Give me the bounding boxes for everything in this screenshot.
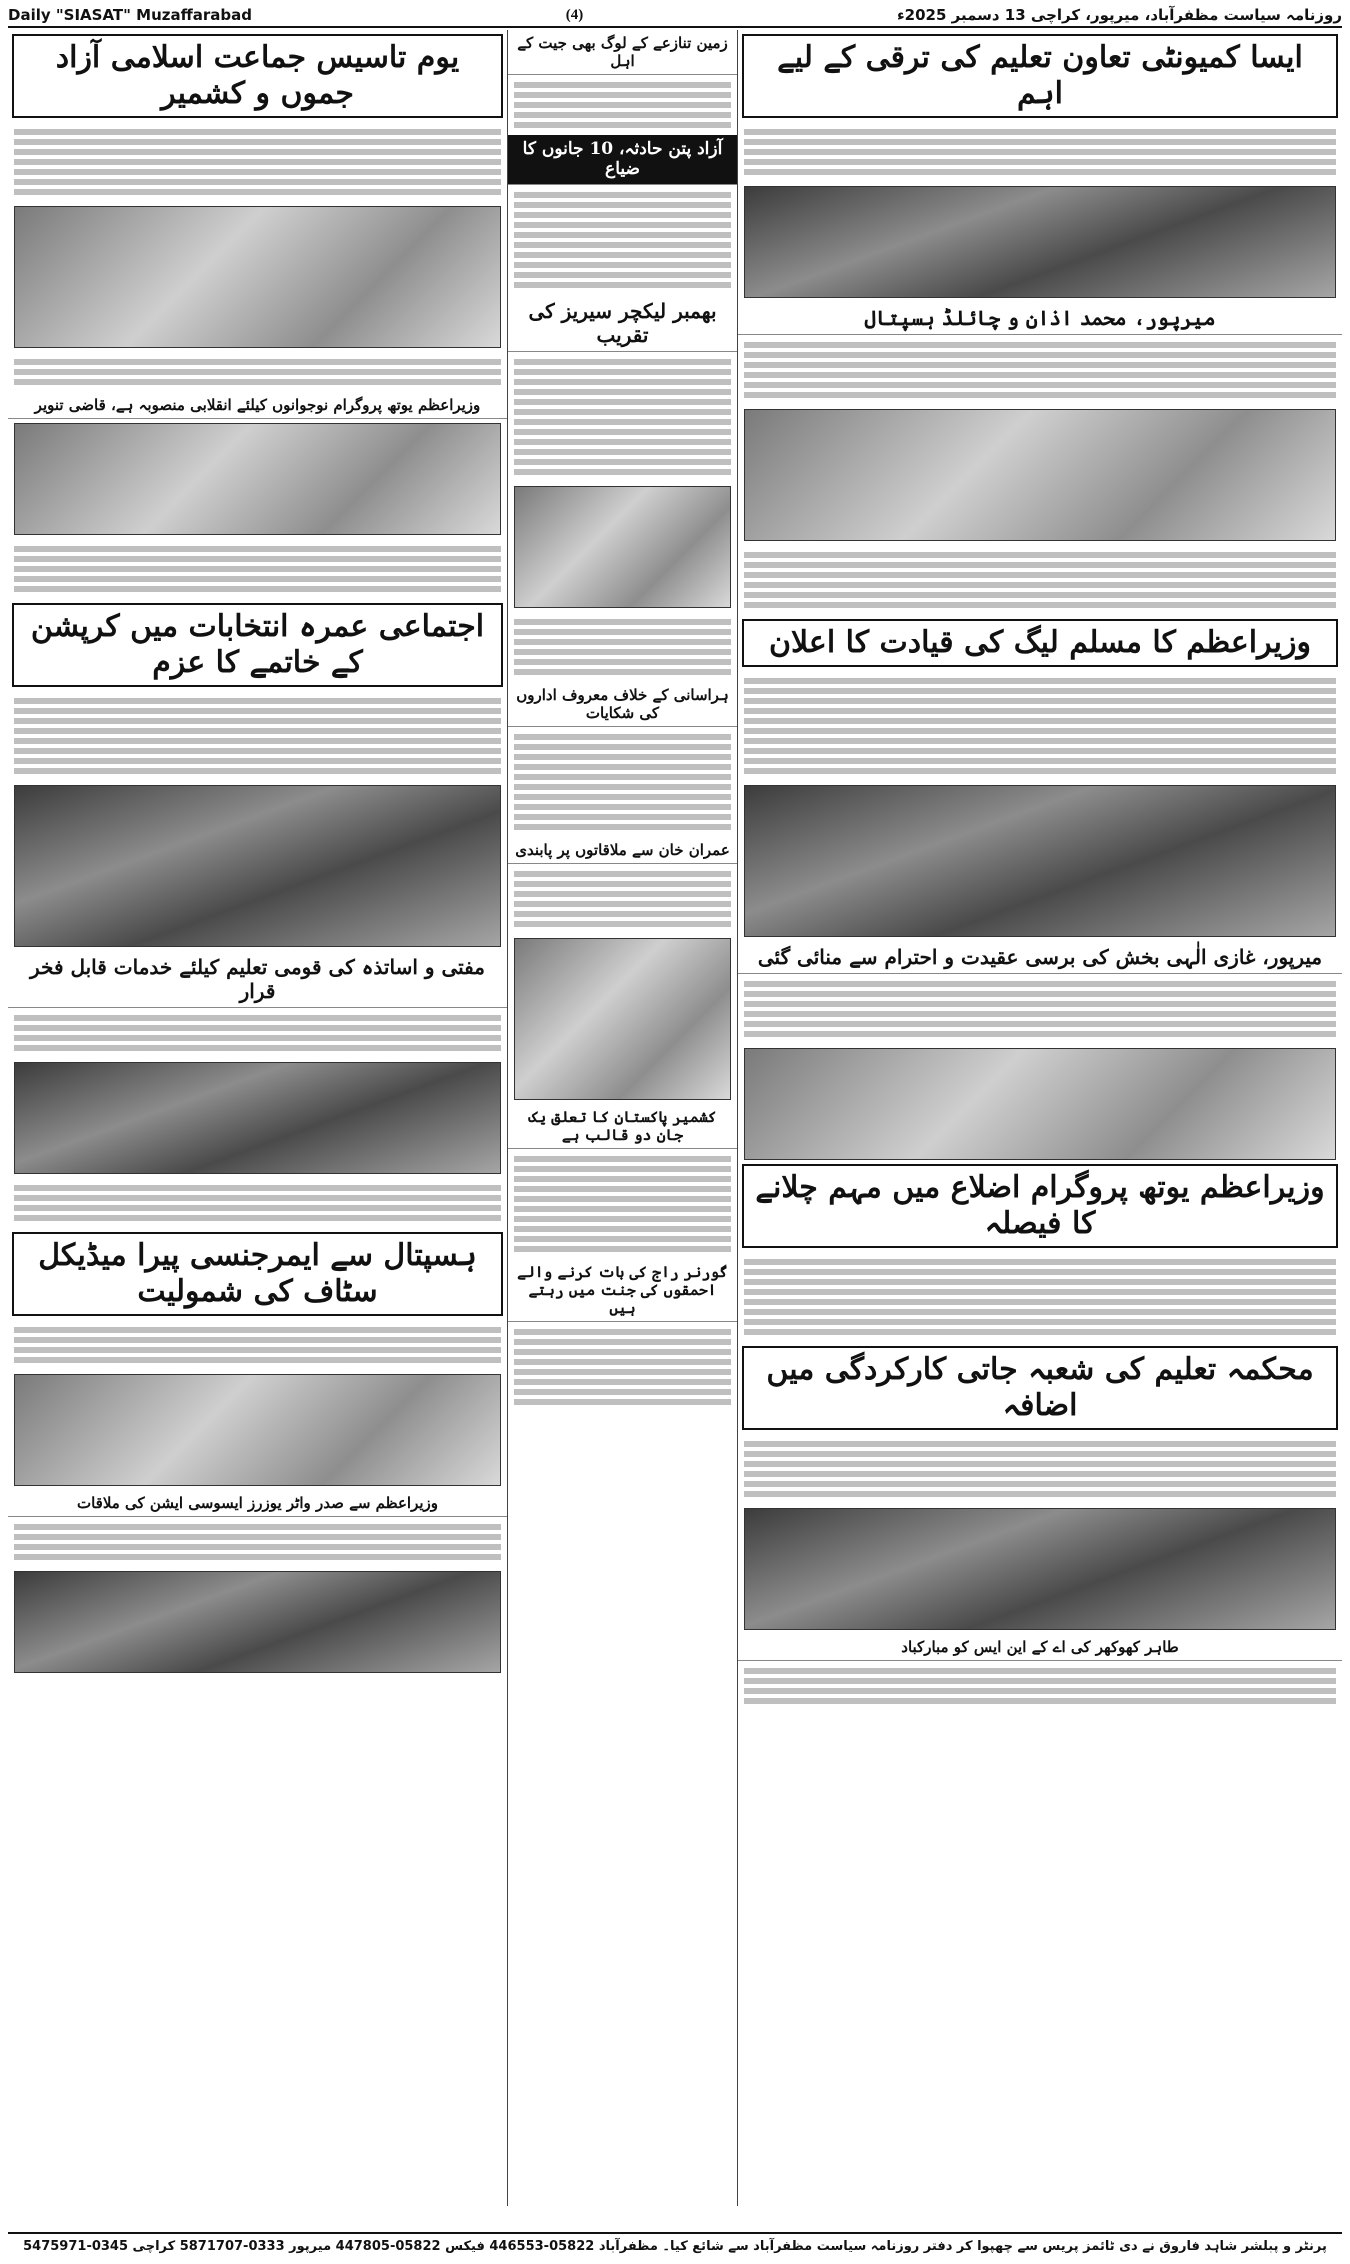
article-text	[8, 1008, 507, 1058]
conference-photo	[744, 1048, 1336, 1160]
article-text	[8, 1517, 507, 1567]
article-text	[508, 185, 737, 295]
masthead-english: Daily "SIASAT" Muzaffarabad	[8, 6, 253, 24]
meeting-photo	[14, 206, 501, 348]
article-text	[508, 75, 737, 135]
ceremony-photo	[744, 409, 1336, 541]
headline-4: مفتی و اساتذہ کی قومی تعلیم کیلئے خدمات قابل فخر قرار	[8, 951, 507, 1008]
article-text	[8, 691, 507, 781]
headline-m6: کشمیر پاکستان کا تعلق یک جان دو قالب ہے	[508, 1104, 737, 1149]
masthead-strip	[8, 4, 1342, 28]
masthead-urdu: روزنامہ سیاست مظفرآباد، میرپور، کراچی 13 دسمبر 2025ء	[896, 6, 1342, 24]
page-grid	[8, 30, 1342, 2206]
article-text	[8, 352, 507, 392]
right-column	[738, 30, 1342, 2206]
headline-r7: طاہر کھوکھر کی اے کے این ایس کو مبارکباد	[738, 1634, 1342, 1661]
headline-m2: آزاد پتن حادثہ، 10 جانوں کا ضیاع	[508, 135, 737, 185]
article-text	[508, 352, 737, 482]
left-column	[8, 30, 508, 2206]
article-text	[508, 1322, 737, 1412]
article-text	[738, 1434, 1342, 1504]
headline-2: وزیراعظم یوتھ پروگرام نوجوانوں کیلئے انقلابی منصوبہ ہے، قاضی تنویر	[8, 392, 507, 419]
headline-r4: میرپور، غازی الٰہی بخش کی برسی عقیدت و احترام سے منائی گئی	[738, 941, 1342, 974]
article-text	[508, 1149, 737, 1259]
article-text	[8, 539, 507, 599]
article-text	[508, 864, 737, 934]
page-number: (4)	[565, 6, 584, 23]
headline-m7: گورنر راج کی بات کرنے والے احمقوں کی جنت میں رہتے ہیں	[508, 1259, 737, 1322]
headline-m3: بھمبر لیکچر سیریز کی تقریب	[508, 295, 737, 352]
market-photo	[744, 785, 1336, 937]
headline-5: ہسپتال سے ایمرجنسی پیرا میڈیکل سٹاف کی شمولیت	[12, 1232, 503, 1316]
article-text	[738, 1661, 1342, 1711]
article-text	[738, 545, 1342, 615]
imprint-footer: پرنٹر و پبلشر شاہد فاروق نے دی ٹائمز پریس سے چھپوا کر دفتر روزنامہ سیاست مظفرآباد سے شائع کیا۔ مظفرآباد 05822-446553 فیکس 05822-447805 میرپور 0333-5871707 کراچی 0345-5475971	[8, 2232, 1342, 2260]
headline-3: اجتماعی عمرہ انتخابات میں کرپشن کے خاتمے کا عزم	[12, 603, 503, 687]
article-text	[8, 1178, 507, 1228]
visit-photo	[744, 1508, 1336, 1630]
headline-m1: زمین تنازعے کے لوگ بھی جیت کے اہل	[508, 30, 737, 75]
award-photo	[14, 1571, 501, 1673]
headline-6: وزیراعظم سے صدر واٹر یوزرز ایسوسی ایشن کی ملاقات	[8, 1490, 507, 1517]
gathering-photo	[14, 1062, 501, 1174]
article-text	[508, 727, 737, 837]
article-text	[8, 1320, 507, 1370]
article-text	[738, 1252, 1342, 1342]
article-text	[738, 335, 1342, 405]
headline-m5: عمران خان سے ملاقاتوں پر پابندی	[508, 837, 737, 864]
headline-r3: وزیراعظم کا مسلم لیگ کی قیادت کا اعلان	[742, 619, 1338, 667]
middle-column	[508, 30, 738, 2206]
event-photo	[14, 1374, 501, 1486]
headline-r1: ایسا کمیونٹی تعاون تعلیم کی ترقی کے لیے اہم	[742, 34, 1338, 118]
group-photo	[14, 423, 501, 535]
headline-r5: وزیراعظم یوتھ پروگرام اضلاع میں مہم چلانے کا فیصلہ	[742, 1164, 1338, 1248]
headline-r6: محکمہ تعلیم کی شعبہ جاتی کارکردگی میں اضافہ	[742, 1346, 1338, 1430]
article-text	[8, 122, 507, 202]
exhibition-photo	[14, 785, 501, 947]
article-text	[738, 122, 1342, 182]
headline-m4: ہراسانی کے خلاف معروف اداروں کی شکایات	[508, 682, 737, 727]
headline-1: یوم تاسیس جماعت اسلامی آزاد جموں و کشمیر	[12, 34, 503, 118]
headline-r2: میرپور، محمد اذان و چائلڈ ہسپتال	[738, 302, 1342, 335]
article-text	[508, 612, 737, 682]
portrait-photo	[514, 938, 731, 1100]
article-text	[738, 974, 1342, 1044]
officials-photo	[744, 186, 1336, 298]
sitting-photo	[514, 486, 731, 608]
article-text	[738, 671, 1342, 781]
